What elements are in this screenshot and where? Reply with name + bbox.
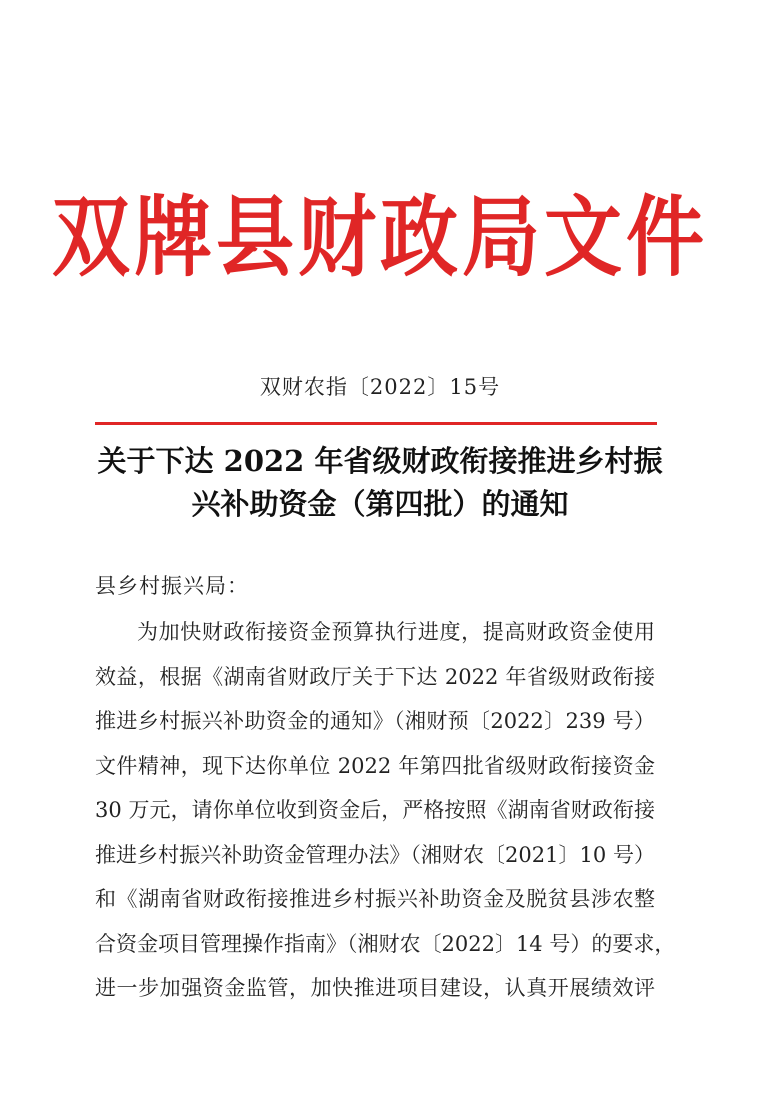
body-line: 30 万元，请你单位收到资金后，严格按照《湖南省财政衔接 [95,798,655,822]
body-line: 推进乡村振兴补助资金管理办法》（湘财农〔2021〕10 号） [95,842,655,867]
notice-title-line-2: 兴补助资金（第四批）的通知 [191,487,569,521]
body-line: 效益，根据《湖南省财政厅关于下达 2022 年省级财政衔接 [95,664,655,689]
body-line: 文件精神，现下达你单位 2022 年第四批省级财政衔接资金 [95,753,655,778]
body-line: 进一步加强资金监管，加快推进项目建设，认真开展绩效评 [95,976,655,1000]
red-divider-line [95,422,657,425]
body-line: 合资金项目管理操作指南》（湘财农〔2022〕14 号）的要求， [95,931,676,956]
body-paragraph [95,610,676,1011]
masthead-title: 双牌县财政局文件 [51,186,708,289]
salutation: 县乡村振兴局： [95,574,249,598]
notice-title-line-1: 关于下达 2022 年省级财政衔接推进乡村振 [97,444,663,478]
document-number: 双财农指〔2022〕15号 [259,375,501,399]
body-line: 推进乡村振兴补助资金的通知》（湘财预〔2022〕239 号） [95,709,655,733]
body-line: 和《湖南省财政衔接推进乡村振兴补助资金及脱贫县涉农整 [95,887,655,911]
body-line: 为加快财政衔接资金预算执行进度，提高财政资金使用 [137,620,655,644]
notice-title [80,440,680,526]
